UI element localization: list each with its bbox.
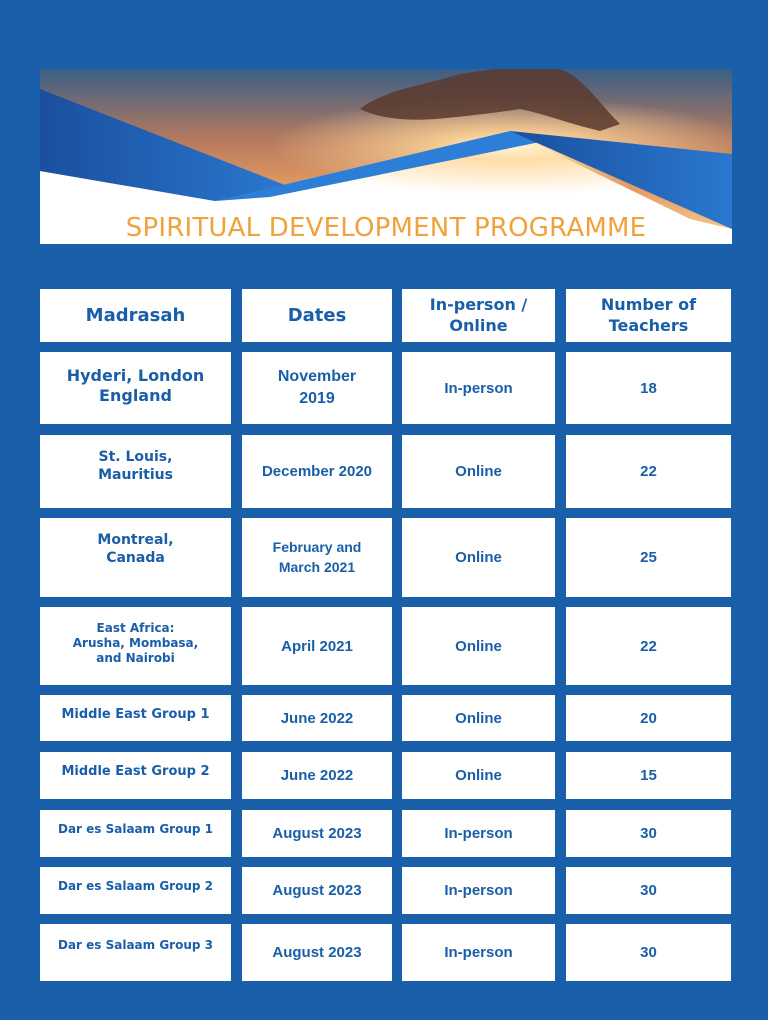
dates-text: August 2023 <box>272 882 362 899</box>
cell-dates <box>242 924 392 981</box>
mode-text: Online <box>455 549 502 566</box>
teachers-text: 22 <box>640 637 657 655</box>
madrasah-text: Dar es Salaam Group 2 <box>57 879 213 893</box>
mode-text: In-person <box>444 379 513 397</box>
mode-text: Online <box>455 463 502 480</box>
madrasah-text: Hyderi, London England <box>66 366 205 405</box>
banner-title: SPIRITUAL DEVELOPMENT PROGRAMME <box>125 213 647 243</box>
cell-dates <box>242 752 392 799</box>
header-dates <box>242 289 392 342</box>
cell-mode <box>402 518 555 597</box>
cell-madrasah <box>40 352 231 424</box>
dates-text: December 2020 <box>261 463 373 480</box>
cell-teachers <box>566 752 731 799</box>
header-teachers <box>566 289 731 342</box>
header-mode <box>402 289 555 342</box>
banner <box>40 69 732 244</box>
cell-mode <box>402 695 555 741</box>
cell-madrasah <box>40 867 231 914</box>
header-label: Number of Teachers <box>600 294 697 335</box>
cell-mode <box>402 352 555 424</box>
dates-text: June 2022 <box>280 767 354 784</box>
teachers-text: 30 <box>640 944 657 961</box>
cell-dates <box>242 352 392 424</box>
mode-text: In-person <box>444 882 513 899</box>
cell-mode <box>402 752 555 799</box>
cell-dates <box>242 867 392 914</box>
dates-text: April 2021 <box>281 637 353 655</box>
madrasah-text: Middle East Group 1 <box>61 707 210 722</box>
cell-madrasah <box>40 607 231 685</box>
dates-text: August 2023 <box>272 825 362 842</box>
cell-teachers <box>566 435 731 508</box>
madrasah-text: Middle East Group 2 <box>61 764 210 779</box>
dates-text: August 2023 <box>272 944 362 961</box>
madrasah-text: Dar es Salaam Group 3 <box>57 938 213 952</box>
mode-text: Online <box>455 637 502 655</box>
cell-madrasah <box>40 518 231 597</box>
cell-madrasah <box>40 752 231 799</box>
header-label: In-person / Online <box>429 294 528 335</box>
teachers-text: 30 <box>640 882 657 899</box>
cell-mode <box>402 924 555 981</box>
teachers-text: 22 <box>640 463 657 480</box>
cell-madrasah <box>40 435 231 508</box>
teachers-text: 30 <box>640 825 657 842</box>
mode-text: Online <box>455 767 502 784</box>
teachers-text: 15 <box>640 767 657 784</box>
cell-teachers <box>566 607 731 685</box>
teachers-text: 25 <box>640 549 657 566</box>
dates-text: June 2022 <box>280 709 354 727</box>
dates-text: February and March 2021 <box>272 538 362 575</box>
cell-teachers <box>566 518 731 597</box>
header-label: Dates <box>287 304 347 326</box>
cell-dates <box>242 695 392 741</box>
mode-text: Online <box>455 709 502 727</box>
teachers-text: 18 <box>640 379 657 397</box>
cell-teachers <box>566 924 731 981</box>
dates-text: November 2019 <box>277 367 357 407</box>
cell-mode <box>402 810 555 857</box>
header-madrasah <box>40 289 231 342</box>
header-label: Madrasah <box>85 304 186 326</box>
madrasah-text: St. Louis, Mauritius <box>98 449 173 483</box>
cell-dates <box>242 435 392 508</box>
cell-dates <box>242 607 392 685</box>
mode-text: In-person <box>444 825 513 842</box>
cell-teachers <box>566 695 731 741</box>
mode-text: In-person <box>444 944 513 961</box>
cell-madrasah <box>40 810 231 857</box>
cell-mode <box>402 607 555 685</box>
cell-teachers <box>566 810 731 857</box>
madrasah-text: Montreal, Canada <box>97 532 174 566</box>
madrasah-text: Dar es Salaam Group 1 <box>57 822 213 836</box>
cell-madrasah <box>40 695 231 741</box>
cell-teachers <box>566 352 731 424</box>
madrasah-text: East Africa: Arusha, Mombasa, and Nairobi <box>72 621 199 665</box>
cell-dates <box>242 810 392 857</box>
cell-madrasah <box>40 924 231 981</box>
cell-mode <box>402 435 555 508</box>
cell-mode <box>402 867 555 914</box>
cell-teachers <box>566 867 731 914</box>
teachers-text: 20 <box>640 709 657 727</box>
cell-dates <box>242 518 392 597</box>
